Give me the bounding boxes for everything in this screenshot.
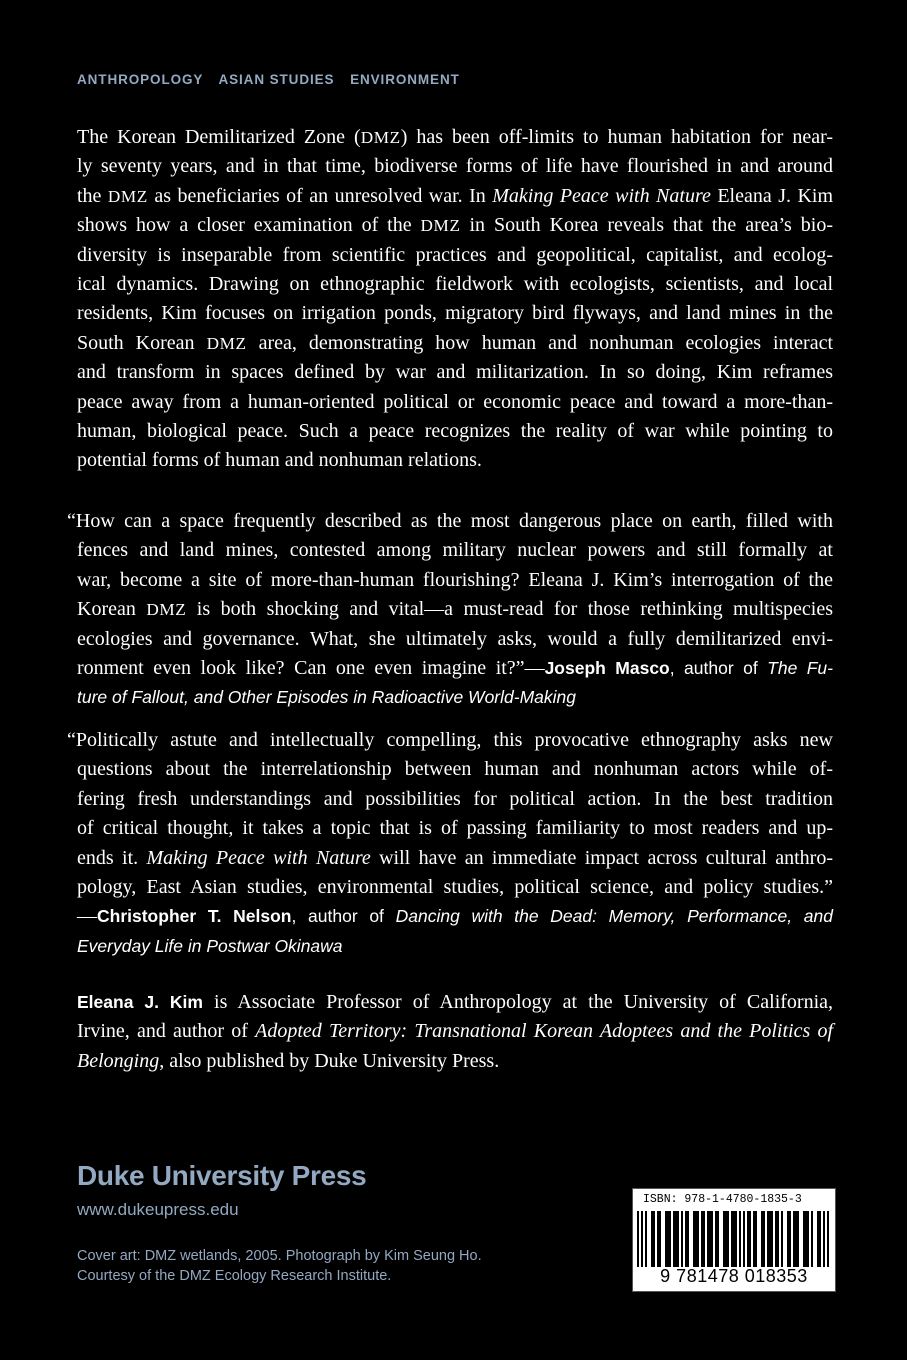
endorser-name: Christopher T. Nelson: [97, 906, 292, 927]
barcode-bar: [823, 1211, 825, 1267]
credit-line: Cover art: DMZ wetlands, 2005. Photograph by Kim Seung Ho.: [77, 1248, 482, 1264]
barcode-bar: [767, 1211, 773, 1267]
barcode-bar: [817, 1211, 821, 1267]
desc-line: ical dynamics. Drawing on ethnographic fieldwork with ecologists, scientists, and local: [77, 273, 833, 296]
quote-line: war, become a site of more-than-human flourishing? Eleana J. Kim’s interrogation of the: [77, 568, 833, 591]
desc-line: diversity is inseparable from scientific practices and geopolitical, capitalist, and ecolog-: [77, 243, 833, 266]
book-title: Making Peace with Nature: [492, 184, 711, 207]
category-asian-studies: ASIAN STUDIES: [218, 72, 335, 87]
quote-line: fering fresh understandings and possibilities for political action. In the best tradition: [77, 787, 833, 810]
barcode-bar: [827, 1211, 829, 1267]
barcode-bar: [651, 1211, 655, 1267]
isbn-label: ISBN: 978-1-4780-1835-3: [643, 1193, 802, 1206]
category-anthropology: ANTHROPOLOGY: [77, 72, 204, 87]
isbn-barcode: [632, 1188, 836, 1292]
quote-line: ecologies and governance. What, she ultimately asks, would a fully demilitarized envi-: [77, 627, 833, 650]
barcode-bar: [685, 1211, 689, 1267]
barcode-bar: [701, 1211, 705, 1267]
desc-line: and transform in spaces defined by war and militarization. In so doing, Kim reframes: [77, 361, 833, 384]
book-title: Making Peace with Nature: [146, 846, 371, 869]
isbn-digits: 9 781478 018353: [660, 1266, 808, 1286]
publisher-name: Duke University Press: [77, 1160, 367, 1191]
cover-credit: [77, 1246, 482, 1286]
barcode-bars: [637, 1211, 831, 1267]
bio-line: Eleana J. Kim is Associate Professor of Anthropology at the University of California,: [77, 991, 833, 1013]
barcode-bar: [641, 1211, 643, 1267]
barcode-bar: [761, 1211, 765, 1267]
endorsement-nelson: [67, 726, 833, 961]
quote-line: ends it. Making Peace with Nature will have an immediate impact across cultural anthro-: [77, 846, 833, 869]
desc-line: potential forms of human and nonhuman relations.: [77, 449, 482, 472]
endorsement-masco: [67, 507, 834, 713]
barcode-bar: [787, 1211, 791, 1267]
desc-line: ly seventy years, and in that time, biodiverse forms of life have flourished in and around: [77, 155, 833, 178]
quote-line: —Christopher T. Nelson, author of Dancing with the Dead: Memory, Performance, and: [77, 905, 833, 928]
barcode-bar: [673, 1211, 679, 1267]
barcode-bar: [775, 1211, 779, 1267]
barcode-bar: [707, 1211, 713, 1267]
endorser-name: Joseph Masco: [544, 658, 670, 679]
desc-line: peace away from a human-oriented political or economic peace and toward a more-than-: [77, 390, 833, 413]
quote-line: ronment even look like? Can one even imagine it?”—Joseph Masco, author of The Fu-: [77, 657, 833, 680]
barcode-bar: [781, 1211, 783, 1267]
desc-line: shows how a closer examination of the DMZ in South Korea reveals that the area’s bio-: [77, 214, 833, 237]
barcode-bar: [803, 1211, 809, 1267]
barcode-bar: [681, 1211, 683, 1267]
barcode-bar: [693, 1211, 699, 1267]
author-name: Eleana J. Kim: [77, 992, 203, 1012]
desc-line: residents, Kim focuses on irrigation ponds, migratory bird flyways, and land mines in the: [77, 302, 833, 325]
barcode-bar: [753, 1211, 757, 1267]
book-description: [77, 123, 833, 476]
desc-line: South Korean DMZ area, demonstrating how human and nonhuman ecologies interact: [77, 331, 834, 354]
desc-line: the DMZ as beneficiaries of an unresolved war. In Making Peace with Nature Eleana J. Kim: [77, 184, 834, 207]
quote-line: Korean DMZ is both shocking and vital—a must-read for those rethinking multispecies: [77, 598, 834, 621]
endorser-book-title: Dancing with the Dead: Memory, Performance, and: [395, 906, 833, 927]
quote-line: of critical thought, it takes a topic that is of passing familiarity to most readers and up-: [77, 817, 833, 840]
barcode-bar: [723, 1211, 729, 1267]
barcode-bar: [645, 1211, 647, 1267]
credit-line: Courtesy of the DMZ Ecology Research Institute.: [77, 1268, 392, 1284]
barcode-bar: [793, 1211, 799, 1267]
barcode-bar: [811, 1211, 813, 1267]
author-bio: [77, 988, 833, 1076]
barcode-bar: [637, 1211, 639, 1267]
barcode-bar: [731, 1211, 737, 1267]
quote-line: questions about the interrelationship between human and nonhuman actors while of-: [77, 758, 833, 781]
quote-line: “Politically astute and intellectually compelling, this provocative ethnography asks new: [67, 729, 833, 751]
barcode-bar: [665, 1211, 671, 1267]
barcode-bar: [715, 1211, 719, 1267]
barcode-bar: [747, 1211, 751, 1267]
quote-line: ture of Fallout, and Other Episodes in Radioactive World-Making: [77, 687, 576, 708]
quote-line: fences and land mines, contested among military nuclear powers and still formally at: [77, 539, 833, 562]
bio-line: Irvine, and author of Adopted Territory: Transnational Korean Adoptees and the Politics of: [77, 1020, 834, 1043]
quote-line: Everyday Life in Postwar Okinawa: [77, 935, 343, 956]
bio-line: Belonging, also published by Duke University Press.: [77, 1049, 500, 1072]
desc-line: The Korean Demilitarized Zone (DMZ) has been off-limits to human habitation for near-: [77, 126, 834, 148]
quote-line: pology, East Asian studies, environmental studies, political science, and policy studies.”: [77, 876, 833, 899]
barcode-bar: [657, 1211, 661, 1267]
prior-book-title: Adopted Territory: Transnational Korean Adoptees and the Politics of: [255, 1020, 834, 1043]
endorser-book-title: The Fu-: [767, 658, 833, 679]
quote-line: “How can a space frequently described as the most dangerous place on earth, filled with: [67, 510, 833, 532]
subject-categories: [77, 72, 471, 87]
category-environment: ENVIRONMENT: [350, 72, 460, 87]
barcode-bar: [739, 1211, 741, 1267]
barcode-bar: [743, 1211, 745, 1267]
desc-line: human, biological peace. Such a peace recognizes the reality of war while pointing to: [77, 420, 833, 443]
publisher-url[interactable]: www.dukeupress.edu: [77, 1200, 239, 1219]
